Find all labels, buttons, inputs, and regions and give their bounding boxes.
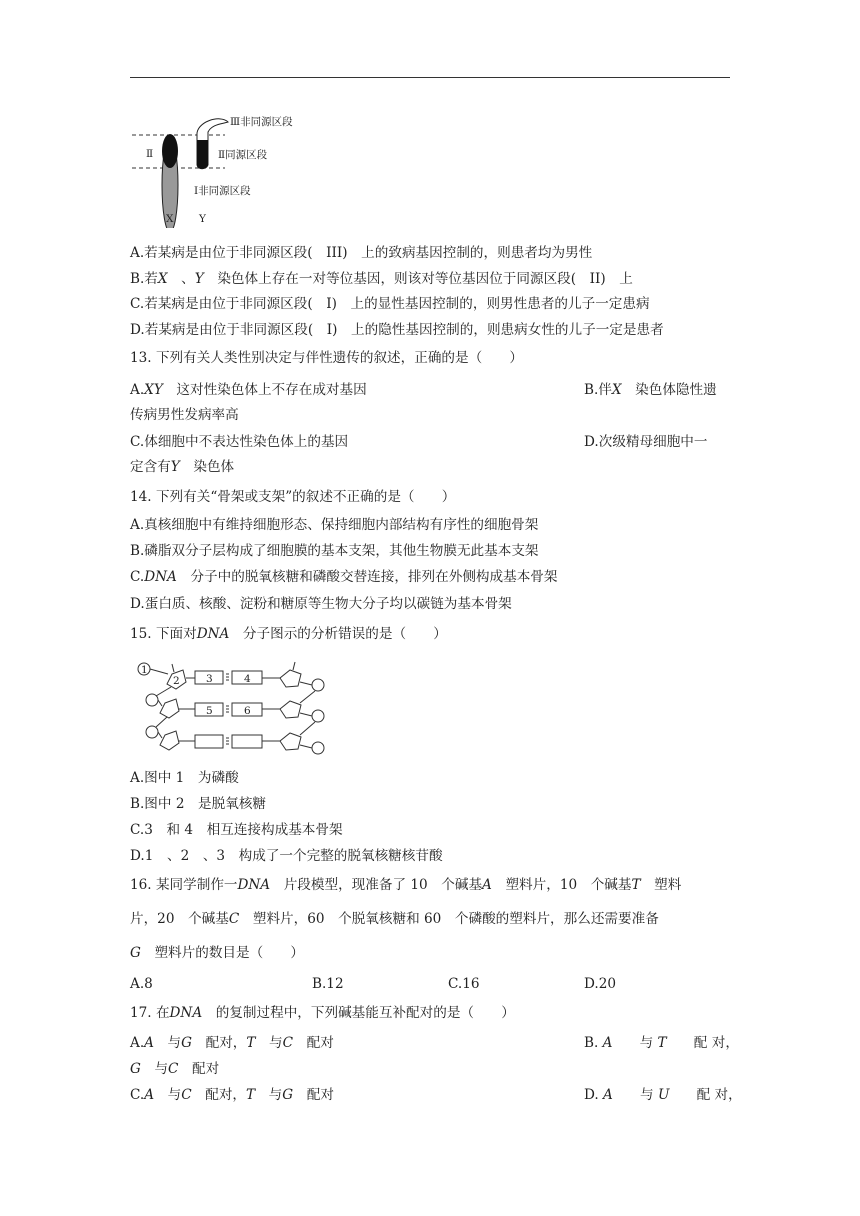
q14-option-c: C.𝐷𝑁𝐴 分子中的脱氧核糖和磷酸交替连接，排列在外侧构成基本骨架 <box>130 569 558 585</box>
q16-option-c: C.16 <box>448 976 480 992</box>
dna-label-4: 4 <box>244 673 251 685</box>
dna-label-5: 5 <box>206 705 213 717</box>
q17-option-d: D. 𝐴 与 𝑈 配 对， <box>584 1087 742 1103</box>
q16-option-a: A.8 <box>130 976 153 992</box>
header-rule <box>130 77 730 78</box>
q17-option-c: C.𝐴 与𝐶 配对，𝑇 与𝐺 配对 <box>130 1087 334 1103</box>
q15-option-a: A.图中 1 为磷酸 <box>130 770 239 786</box>
q13-option-d-cont: 定含有𝑌 染色体 <box>130 459 235 475</box>
q17-stem: 17. 在𝐷𝑁𝐴 的复制过程中，下列碱基能互补配对的是（ ） <box>130 1005 515 1021</box>
q16-stem-line1: 16. 某同学制作一𝐷𝑁𝐴 片段模型，现准备了 10 个碱基𝐴 塑料片，10 个碱基𝑇 塑料 <box>130 877 682 893</box>
q13-option-b-cont: 传病男性发病率高 <box>130 407 239 423</box>
q13-option-d: D.次级精母细胞中一 <box>584 434 708 450</box>
q12-option-d: D.若某病是由位于非同源区段( I) 上的隐性基因控制的，则患病女性的儿子一定是患者 <box>130 322 664 338</box>
label-y: Y <box>199 213 206 225</box>
dna-label-6: 6 <box>244 705 251 717</box>
q15-option-b: B.图中 2 是脱氧核糖 <box>130 796 267 812</box>
label-i-nonhomologous: Ⅰ非同源区段 <box>194 185 251 197</box>
q14-option-b: B.磷脂双分子层构成了细胞膜的基本支架，其他生物膜无此基本支架 <box>130 543 539 559</box>
q12-option-b: B.若𝑋 、𝑌 染色体上存在一对等位基因，则该对等位基因位于同源区段( II) 上 <box>130 271 633 287</box>
dna-label-3: 3 <box>206 673 213 685</box>
q15-option-d: D.1 、2 、3 构成了一个完整的脱氧核糖核苷酸 <box>130 848 443 864</box>
label-x: X <box>166 213 174 225</box>
dna-structure-figure <box>130 656 335 760</box>
q14-option-d: D.蛋白质、核酸、淀粉和糖原等生物大分子均以碳链为基本骨架 <box>130 596 512 612</box>
label-iii-nonhomologous: Ⅲ非同源区段 <box>230 116 293 128</box>
q17-option-a: A.𝐴 与𝐺 配对，𝑇 与𝐶 配对 <box>130 1035 334 1051</box>
q12-option-a: A.若某病是由位于非同源区段( III) 上的致病基因控制的，则患者均为男性 <box>130 245 593 261</box>
q15-stem: 15. 下面对𝐷𝑁𝐴 分子图示的分析错误的是（ ） <box>130 626 447 642</box>
label-ii-left: Ⅱ <box>146 148 154 160</box>
dna-label-2: 2 <box>173 675 180 687</box>
q14-stem: 14. 下列有关“骨架或支架”的叙述不正确的是（ ） <box>130 489 456 505</box>
q13-stem: 13. 下列有关人类性别决定与伴性遗传的叙述，正确的是（ ） <box>130 350 523 366</box>
q16-stem-line2: 片，20 个碱基𝐶 塑料片，60 个脱氧核糖和 60 个磷酸的塑料片，那么还需要准备 <box>130 911 659 927</box>
dna-label-1: 1 <box>141 664 148 676</box>
q13-option-b: B.伴𝑋 染色体隐性遗 <box>584 382 717 398</box>
q16-option-b: B.12 <box>312 976 344 992</box>
q13-option-c: C.体细胞中不表达性染色体上的基因 <box>130 434 349 450</box>
q13-option-a: A.𝑋𝑌 这对性染色体上不存在成对基因 <box>130 382 367 398</box>
q17-option-b-cont: 𝐺 与𝐶 配对 <box>130 1061 220 1077</box>
q15-option-c: C.3 和 4 相互连接构成基本骨架 <box>130 822 343 838</box>
q16-stem-line3: 𝐺 塑料片的数目是（ ） <box>130 945 304 961</box>
q16-option-d: D.20 <box>584 976 617 992</box>
q12-option-c: C.若某病是由位于非同源区段( I) 上的显性基因控制的，则男性患者的儿子一定患病 <box>130 296 650 312</box>
label-ii-homologous: Ⅱ同源区段 <box>218 149 268 161</box>
q14-option-a: A.真核细胞中有维持细胞形态、保持细胞内部结构有序性的细胞骨架 <box>130 517 539 533</box>
xy-chromosome-figure <box>130 110 310 228</box>
q17-option-b: B. 𝐴 与 𝑇 配 对， <box>584 1035 739 1051</box>
